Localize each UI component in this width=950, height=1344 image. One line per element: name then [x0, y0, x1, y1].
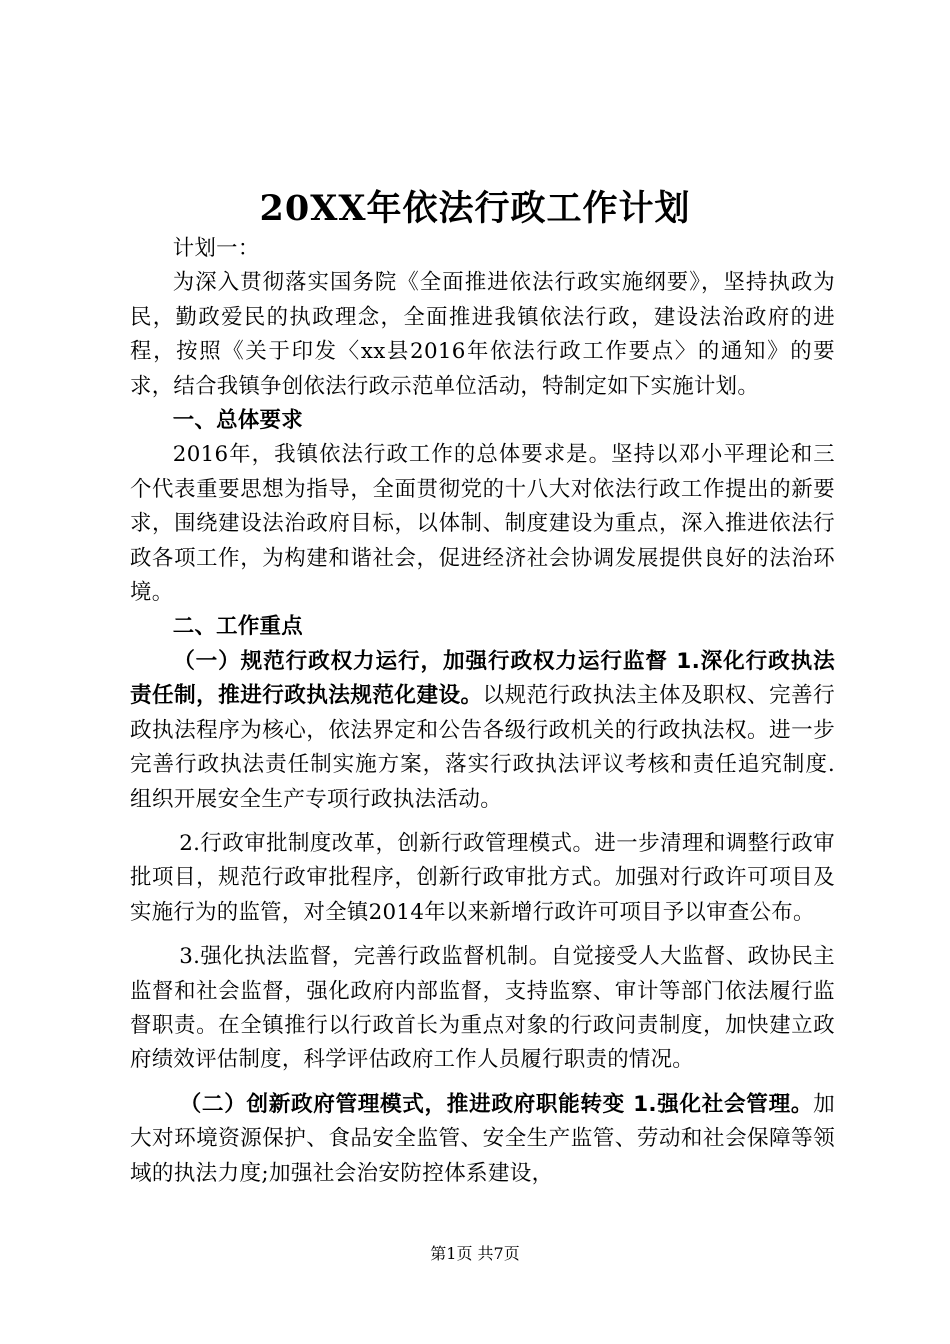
page-number-footer: 第1页 共7页: [430, 1244, 520, 1263]
document-body: [130, 232, 835, 1191]
paragraph-section-one: [130, 645, 835, 817]
section-one-text: 以规范行政执法主体及职权、完善行政执法程序为核心，依法界定和公告各级行政机关的行政执法权。进一步完善行政执法责任制实施方案，落实行政执法评议考核和责任追究制度.组织开展安全生产专项行政执法活动。: [130, 683, 835, 812]
paragraph-section-two: [130, 1088, 835, 1191]
section-two-bold-heading: （二）创新政府管理模式，推进政府职能转变 1.强化社会管理。: [179, 1091, 814, 1117]
heading-general-requirements: 一、总体要求: [172, 408, 303, 434]
heading-work-focus: 二、工作重点: [172, 614, 303, 640]
paragraph-general-requirements: 2016年，我镇依法行政工作的总体要求是。坚持以邓小平理论和三个代表重要思想为指导，全面贯彻党的十八大对依法行政工作提出的新要求，围绕建设法治政府目标，以体制、制度建设为重点，深入推进依法行政各项工作，为构建和谐社会，促进经济社会协调发展提供良好的法治环境。: [130, 442, 835, 606]
paragraph-item-2: 2.行政审批制度改革，创新行政管理模式。进一步清理和调整行政审批项目，规范行政审批程序，创新行政审批方式。加强对行政许可项目及实施行为的监管，对全镇2014年以来新增行政许可项目予以审查公布。: [130, 830, 835, 925]
paragraph-plan-label: 计划一：: [172, 236, 260, 261]
paragraph-item-3: 3.强化执法监督，完善行政监督机制。自觉接受人大监督、政协民主监督和社会监督，强化政府内部监督，支持监察、审计等部门依法履行监督职责。在全镇推行以行政首长为重点对象的行政问责制度，加快建立政府绩效评估制度，科学评估政府工作人员履行职责的情况。: [130, 944, 835, 1073]
section-two-text: 加大对环境资源保护、食品安全监管、安全生产监管、劳动和社会保障等领域的执法力度;加强社会治安防控体系建设，: [130, 1091, 835, 1186]
section-one-bold-heading: （一）规范行政权力运行，加强行政权力运行监督 1.深化行政执法责任制，推进行政执法规范化建设。: [130, 648, 835, 709]
document-title: 20XX年依法行政工作计划: [259, 188, 691, 229]
paragraph-intro: 为深入贯彻落实国务院《全面推进依法行政实施纲要》，坚持执政为民，勤政爱民的执政理念，全面推进我镇依法行政，建设法治政府的进程，按照《关于印发〈xx县2016年依法行政工作要点〉的通知》的要求，结合我镇争创依法行政示范单位活动，特制定如下实施计划。: [130, 270, 835, 399]
